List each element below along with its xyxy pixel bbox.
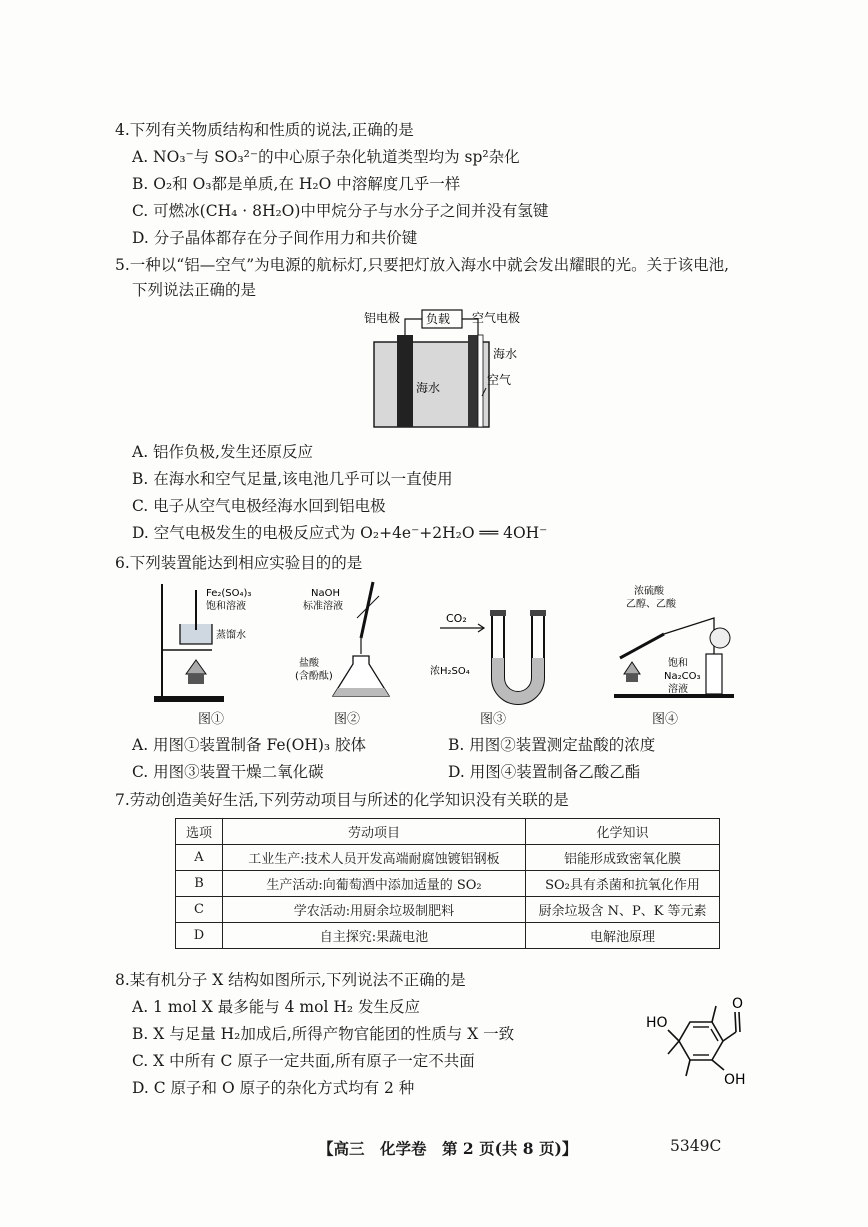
q5-stem-line1: 5.一种以“铝—空气”为电源的航标灯,只要把灯放入海水中就会发出耀眼的光。关于该电池, bbox=[115, 256, 729, 274]
q5-option-a: A. 铝作负极,发生还原反应 bbox=[132, 443, 313, 461]
table-header-row bbox=[176, 819, 720, 845]
q5-stem-line2: 下列说法正确的是 bbox=[132, 281, 257, 299]
fig1-reagent-line1: Fe₂(SO₄)₃ bbox=[206, 588, 252, 599]
figure-3-apparatus bbox=[430, 600, 570, 706]
footer-page-info: 【高三 化学卷 第 2 页(共 8 页)】 bbox=[318, 1139, 578, 1158]
fig2-hcl-line1: 盐酸 bbox=[299, 658, 319, 669]
molecule-x-structure bbox=[640, 992, 770, 1092]
row-option: B bbox=[176, 871, 223, 897]
q7-table bbox=[175, 818, 720, 949]
air-electrode-label: 空气电极 bbox=[472, 311, 521, 325]
al-electrode-label: 铝电极 bbox=[364, 311, 401, 325]
seawater-inside-label: 海水 bbox=[416, 381, 441, 395]
hydroxyl-label-right: OH bbox=[724, 1072, 746, 1088]
q8-option-d: D. C 原子和 O 原子的杂化方式均有 2 种 bbox=[132, 1079, 415, 1097]
header-knowledge: 化学知识 bbox=[526, 819, 720, 845]
battery-diagram bbox=[350, 300, 540, 430]
figure-2-caption: 图② bbox=[334, 712, 361, 727]
seawater-right-label: 海水 bbox=[493, 347, 518, 361]
figure-1-apparatus bbox=[150, 578, 280, 706]
q8-stem: 8.某有机分子 X 结构如图所示,下列说法不正确的是 bbox=[115, 971, 466, 989]
air-gap bbox=[478, 335, 483, 427]
row-option: C bbox=[176, 897, 223, 923]
footer-code: 5349C bbox=[670, 1137, 722, 1155]
fig2-naoh-line1: NaOH bbox=[311, 588, 340, 599]
q8-option-a: A. 1 mol X 最多能与 4 mol H₂ 发生反应 bbox=[132, 998, 420, 1016]
row-option: D bbox=[176, 923, 223, 949]
air-electrode bbox=[468, 335, 478, 427]
figure-4-caption: 图④ bbox=[652, 712, 679, 727]
row-knowledge: 铝能形成致密氧化膜 bbox=[526, 845, 720, 871]
q4-option-d: D. 分子晶体都存在分子间作用力和共价键 bbox=[132, 229, 418, 247]
table-row bbox=[176, 923, 720, 949]
q5-option-c: C. 电子从空气电极经海水回到铝电极 bbox=[132, 497, 386, 515]
figure-1-caption: 图① bbox=[198, 712, 225, 727]
table-row bbox=[176, 897, 720, 923]
row-activity: 工业生产:技术人员开发高端耐腐蚀镀铝钢板 bbox=[223, 845, 526, 871]
load-label: 负载 bbox=[426, 312, 451, 326]
q6-option-b: B. 用图②装置测定盐酸的浓度 bbox=[448, 736, 656, 754]
row-activity: 自主探究:果蔬电池 bbox=[223, 923, 526, 949]
q6-stem: 6.下列装置能达到相应实验目的的是 bbox=[115, 554, 363, 572]
air-label: 空气 bbox=[487, 373, 512, 387]
q4-option-a: A. NO₃⁻与 SO₃²⁻的中心原子杂化轨道类型均为 sp²杂化 bbox=[132, 148, 520, 166]
q4-stem: 4.下列有关物质结构和性质的说法,正确的是 bbox=[115, 121, 414, 139]
fig4-reagent-line1: 浓硫酸 bbox=[634, 586, 664, 597]
fig2-hcl-line2: (含酚酞) bbox=[295, 671, 333, 682]
hydroxyl-label-left: HO bbox=[646, 1015, 668, 1031]
row-knowledge: 厨余垃圾含 N、P、K 等元素 bbox=[526, 897, 720, 923]
fig3-acid-label: 浓H₂SO₄ bbox=[430, 666, 470, 677]
figure-4-apparatus bbox=[600, 578, 750, 706]
row-activity: 生产活动:向葡萄酒中添加适量的 SO₂ bbox=[223, 871, 526, 897]
q7-stem: 7.劳动创造美好生活,下列劳动项目与所述的化学知识没有关联的是 bbox=[115, 791, 569, 809]
q4-option-b: B. O₂和 O₃都是单质,在 H₂O 中溶解度几乎一样 bbox=[132, 175, 461, 193]
fig4-solution-line2: Na₂CO₃ bbox=[664, 671, 701, 682]
fig2-naoh-line2: 标准溶液 bbox=[303, 601, 343, 612]
fig4-solution-line1: 饱和 bbox=[668, 658, 688, 669]
row-knowledge: SO₂具有杀菌和抗氧化作用 bbox=[526, 871, 720, 897]
carbonyl-o-label: O bbox=[732, 996, 744, 1012]
q5-option-d: D. 空气电极发生的电极反应式为 O₂+4e⁻+2H₂O ══ 4OH⁻ bbox=[132, 524, 548, 542]
row-option: A bbox=[176, 845, 223, 871]
fig4-reagent-line2: 乙醇、乙酸 bbox=[626, 599, 676, 610]
q5-option-b: B. 在海水和空气足量,该电池几乎可以一直使用 bbox=[132, 470, 453, 488]
q8-option-c: C. X 中所有 C 原子一定共面,所有原子一定不共面 bbox=[132, 1052, 475, 1070]
q8-option-b: B. X 与足量 H₂加成后,所得产物官能团的性质与 X 一致 bbox=[132, 1025, 515, 1043]
row-activity: 学农活动:用厨余垃圾制肥料 bbox=[223, 897, 526, 923]
aluminum-electrode bbox=[397, 335, 413, 427]
q6-option-c: C. 用图③装置干燥二氧化碳 bbox=[132, 763, 324, 781]
table-row bbox=[176, 871, 720, 897]
fig1-water-label: 蒸馏水 bbox=[216, 630, 246, 641]
figure-3-caption: 图③ bbox=[480, 712, 507, 727]
fig1-reagent-line2: 饱和溶液 bbox=[206, 601, 246, 612]
header-option: 选项 bbox=[176, 819, 223, 845]
table-row bbox=[176, 845, 720, 871]
q6-option-d: D. 用图④装置制备乙酸乙酯 bbox=[448, 763, 641, 781]
row-knowledge: 电解池原理 bbox=[526, 923, 720, 949]
fig3-co2-label: CO₂ bbox=[446, 612, 467, 625]
q4-option-c: C. 可燃冰(CH₄ · 8H₂O)中甲烷分子与水分子之间并没有氢键 bbox=[132, 202, 549, 220]
figure-2-apparatus bbox=[295, 578, 415, 706]
q6-option-a: A. 用图①装置制备 Fe(OH)₃ 胶体 bbox=[132, 736, 367, 754]
fig4-solution-line3: 溶液 bbox=[668, 684, 688, 695]
header-activity: 劳动项目 bbox=[223, 819, 526, 845]
